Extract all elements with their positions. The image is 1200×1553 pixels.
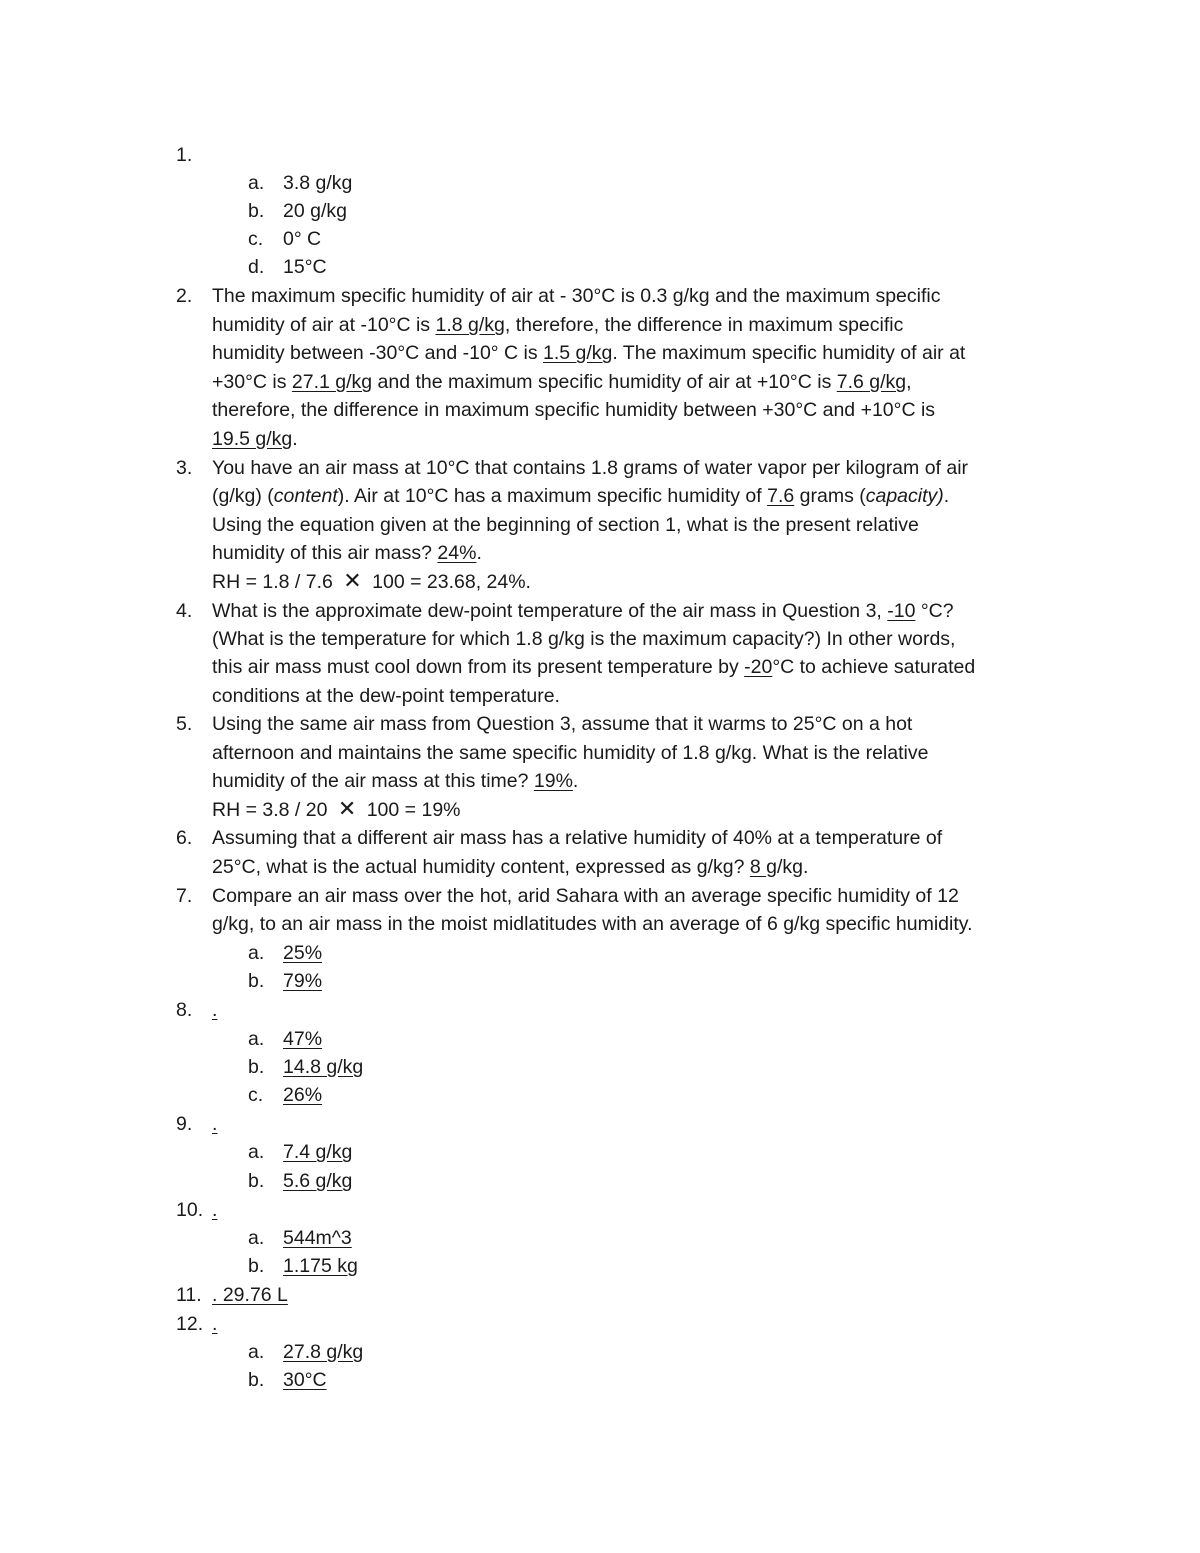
answer: 25%: [283, 942, 323, 964]
answer: . 29.76 L: [212, 1284, 288, 1306]
answer: 5.6 g/kg: [283, 1170, 353, 1192]
q3-number: 3.: [176, 457, 193, 479]
q12-number: 12.: [176, 1313, 204, 1335]
answer: 47%: [283, 1028, 323, 1050]
answer: 1.8 g/kg: [435, 314, 505, 336]
answer: -10: [887, 600, 916, 622]
answer: 1.175 kg: [283, 1255, 358, 1277]
q9-number: 9.: [176, 1113, 193, 1135]
answer: 8: [749, 856, 767, 878]
answer: 19%: [533, 770, 573, 792]
answer: 14.8 g/kg: [283, 1056, 364, 1078]
answer: 26%: [283, 1084, 323, 1106]
q10-number: 10.: [176, 1199, 204, 1221]
q2-number: 2.: [176, 285, 193, 307]
answer: 27.8 g/kg: [283, 1341, 364, 1363]
q1-number: 1.: [176, 144, 193, 166]
q5-number: 5.: [176, 713, 193, 735]
answer: 7.6: [767, 485, 795, 507]
answer: 24%: [437, 542, 477, 564]
answer: 7.6 g/kg: [836, 371, 907, 393]
multiply-icon: ✕: [343, 568, 362, 593]
q4-number: 4.: [176, 600, 193, 622]
answer: 27.1 g/kg: [291, 371, 373, 393]
multiply-icon: ✕: [337, 796, 357, 821]
answer: 544m^3: [283, 1227, 352, 1249]
answer: 1.5 g/kg: [543, 342, 613, 364]
q6-number: 6.: [176, 827, 193, 849]
q11-number: 11.: [176, 1284, 202, 1306]
answer: 30°C: [283, 1369, 327, 1391]
q7-number: 7.: [176, 885, 193, 907]
q8-number: 8.: [176, 999, 193, 1021]
answer: 79%: [283, 970, 323, 992]
answer: 7.4 g/kg: [283, 1141, 353, 1163]
answer: 19.5 g/kg: [212, 428, 293, 450]
answer: -20: [744, 656, 773, 678]
document-page: 1. a. 3.8 g/kg b. 20 g/kg c. 0° C d. 15°C 2. The maximum specific humidity of air at - 30°C is 0.3 g/kg and the maximum specific humidity of air at -10°C is 1.8 g/kg, therefore, the difference in maximum specific humidity between -30°C and -10° C is 1.5 g/kg. The maximum specific humidity of air at +30°C is 27.1 g/kg and the maximum specific humidity of air at +10°C is 7.6 g/kg, therefore, the difference in maximum specific humidity between +30°C and +10°C is 19.5 g/kg. 3. You have an air mass at 10°C that contains 1.8 grams of water vapor per kilogram of air (g/kg) (content). Air at 10°C has a maximum specific humidity of 7.6 grams (capacity). Using the equation given at the beginning of section 1, what is the present relative humidity of this air mass? 24%. RH = 1.8 / 7.6 ✕ 100 = 23.68, 24%. 4. What is the approximate dew-point temperature of the air mass in Question 3, -10 °C? (What is the temperature for which 1.8 g/kg is the maximum capacity?) In other words, this air mass must cool down from its present temperature by -20°C to achieve saturated conditions at the dew-point temperature. 5. Using the same air mass from Question 3, assume that it warms to 25°C on a hot afternoon and maintains the same specific humidity of 1.8 g/kg. What is the relative humidity of the air mass at this time? 19%. RH = 3.8 / 20 ✕ 100 = 19% 6. Assuming that a different air mass has a relative humidity of 40% at a temperature of 25°C, what is the actual humidity content, expressed as g/kg? 8 g/kg. 7. Compare an air mass over the hot, arid Sahara with an average specific humidity of 12 g/kg, to an air mass in the moist midlatitudes with an average of 6 g/kg specific humidity. a. 25% b. 79% 8. . a. 47% b. 14.8 g/kg c. 26% 9. . a. 7.4 g/kg b. 5.6 g/kg 10. . a. 544m^3 b. 1.175 kg 11. . 29.76 L 12. . a. 27.8 g/kg b. 30°C: [0, 0, 1200, 1553]
